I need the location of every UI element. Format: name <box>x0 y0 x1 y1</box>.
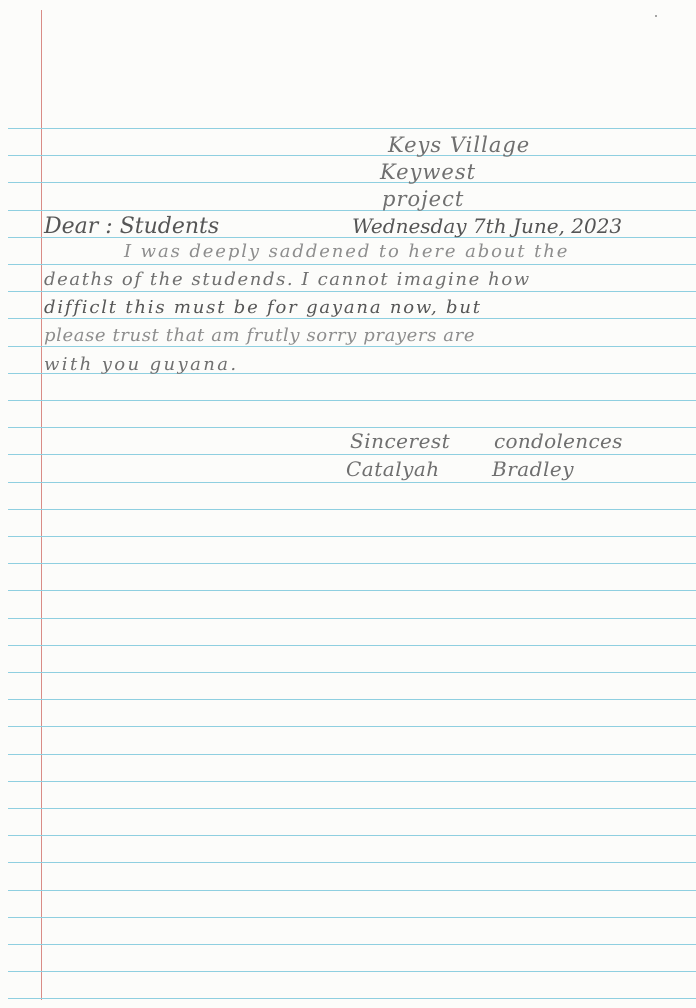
ruled-line <box>8 210 696 211</box>
ruled-line <box>8 346 696 347</box>
ruled-line <box>8 509 696 510</box>
ruled-line <box>8 917 696 918</box>
address-line-1: Keys Village <box>388 133 531 157</box>
ruled-line <box>8 835 696 836</box>
body-line: difficlt this must be for gayana now, but <box>44 297 482 318</box>
address-line-2: Keywest <box>380 160 477 184</box>
ruled-line <box>8 291 696 292</box>
ruled-line <box>8 971 696 972</box>
ruled-line <box>8 590 696 591</box>
ruled-line <box>8 781 696 782</box>
ruled-line <box>8 890 696 891</box>
body-line: please trust that am frutly sorry prayers are <box>44 325 476 346</box>
closing-word-1: Sincerest <box>350 429 451 453</box>
ruled-line <box>8 618 696 619</box>
ruled-line <box>8 482 696 483</box>
ruled-line <box>8 645 696 646</box>
salutation: Dear : Students <box>44 214 220 239</box>
ruled-line <box>8 944 696 945</box>
ruled-line <box>8 563 696 564</box>
address-line-3: project <box>382 187 465 211</box>
ruled-line <box>8 672 696 673</box>
ruled-line <box>8 264 696 265</box>
ruled-line <box>8 454 696 455</box>
ruled-line <box>8 754 696 755</box>
date: Wednesday 7th June, 2023 <box>352 214 623 238</box>
ruled-line <box>8 182 696 183</box>
paper-speck <box>655 15 657 17</box>
ruled-line <box>8 726 696 727</box>
ruled-line <box>8 128 696 129</box>
body-line: deaths of the studends. I cannot imagine how <box>44 269 531 290</box>
ruled-line <box>8 862 696 863</box>
ruled-line <box>8 318 696 319</box>
ruled-line <box>8 536 696 537</box>
signature-last-name: Bradley <box>492 457 575 481</box>
ruled-line <box>8 400 696 401</box>
closing-word-2: condolences <box>494 429 623 453</box>
ruled-line <box>8 808 696 809</box>
ruled-line <box>8 699 696 700</box>
ruled-line <box>8 998 696 999</box>
signature-first-name: Catalyah <box>346 457 440 481</box>
margin-line <box>41 10 42 1000</box>
body-line: with you guyana. <box>44 354 239 375</box>
ruled-line <box>8 427 696 428</box>
body-line: I was deeply saddened to here about the <box>124 241 570 262</box>
ruled-line <box>8 155 696 156</box>
